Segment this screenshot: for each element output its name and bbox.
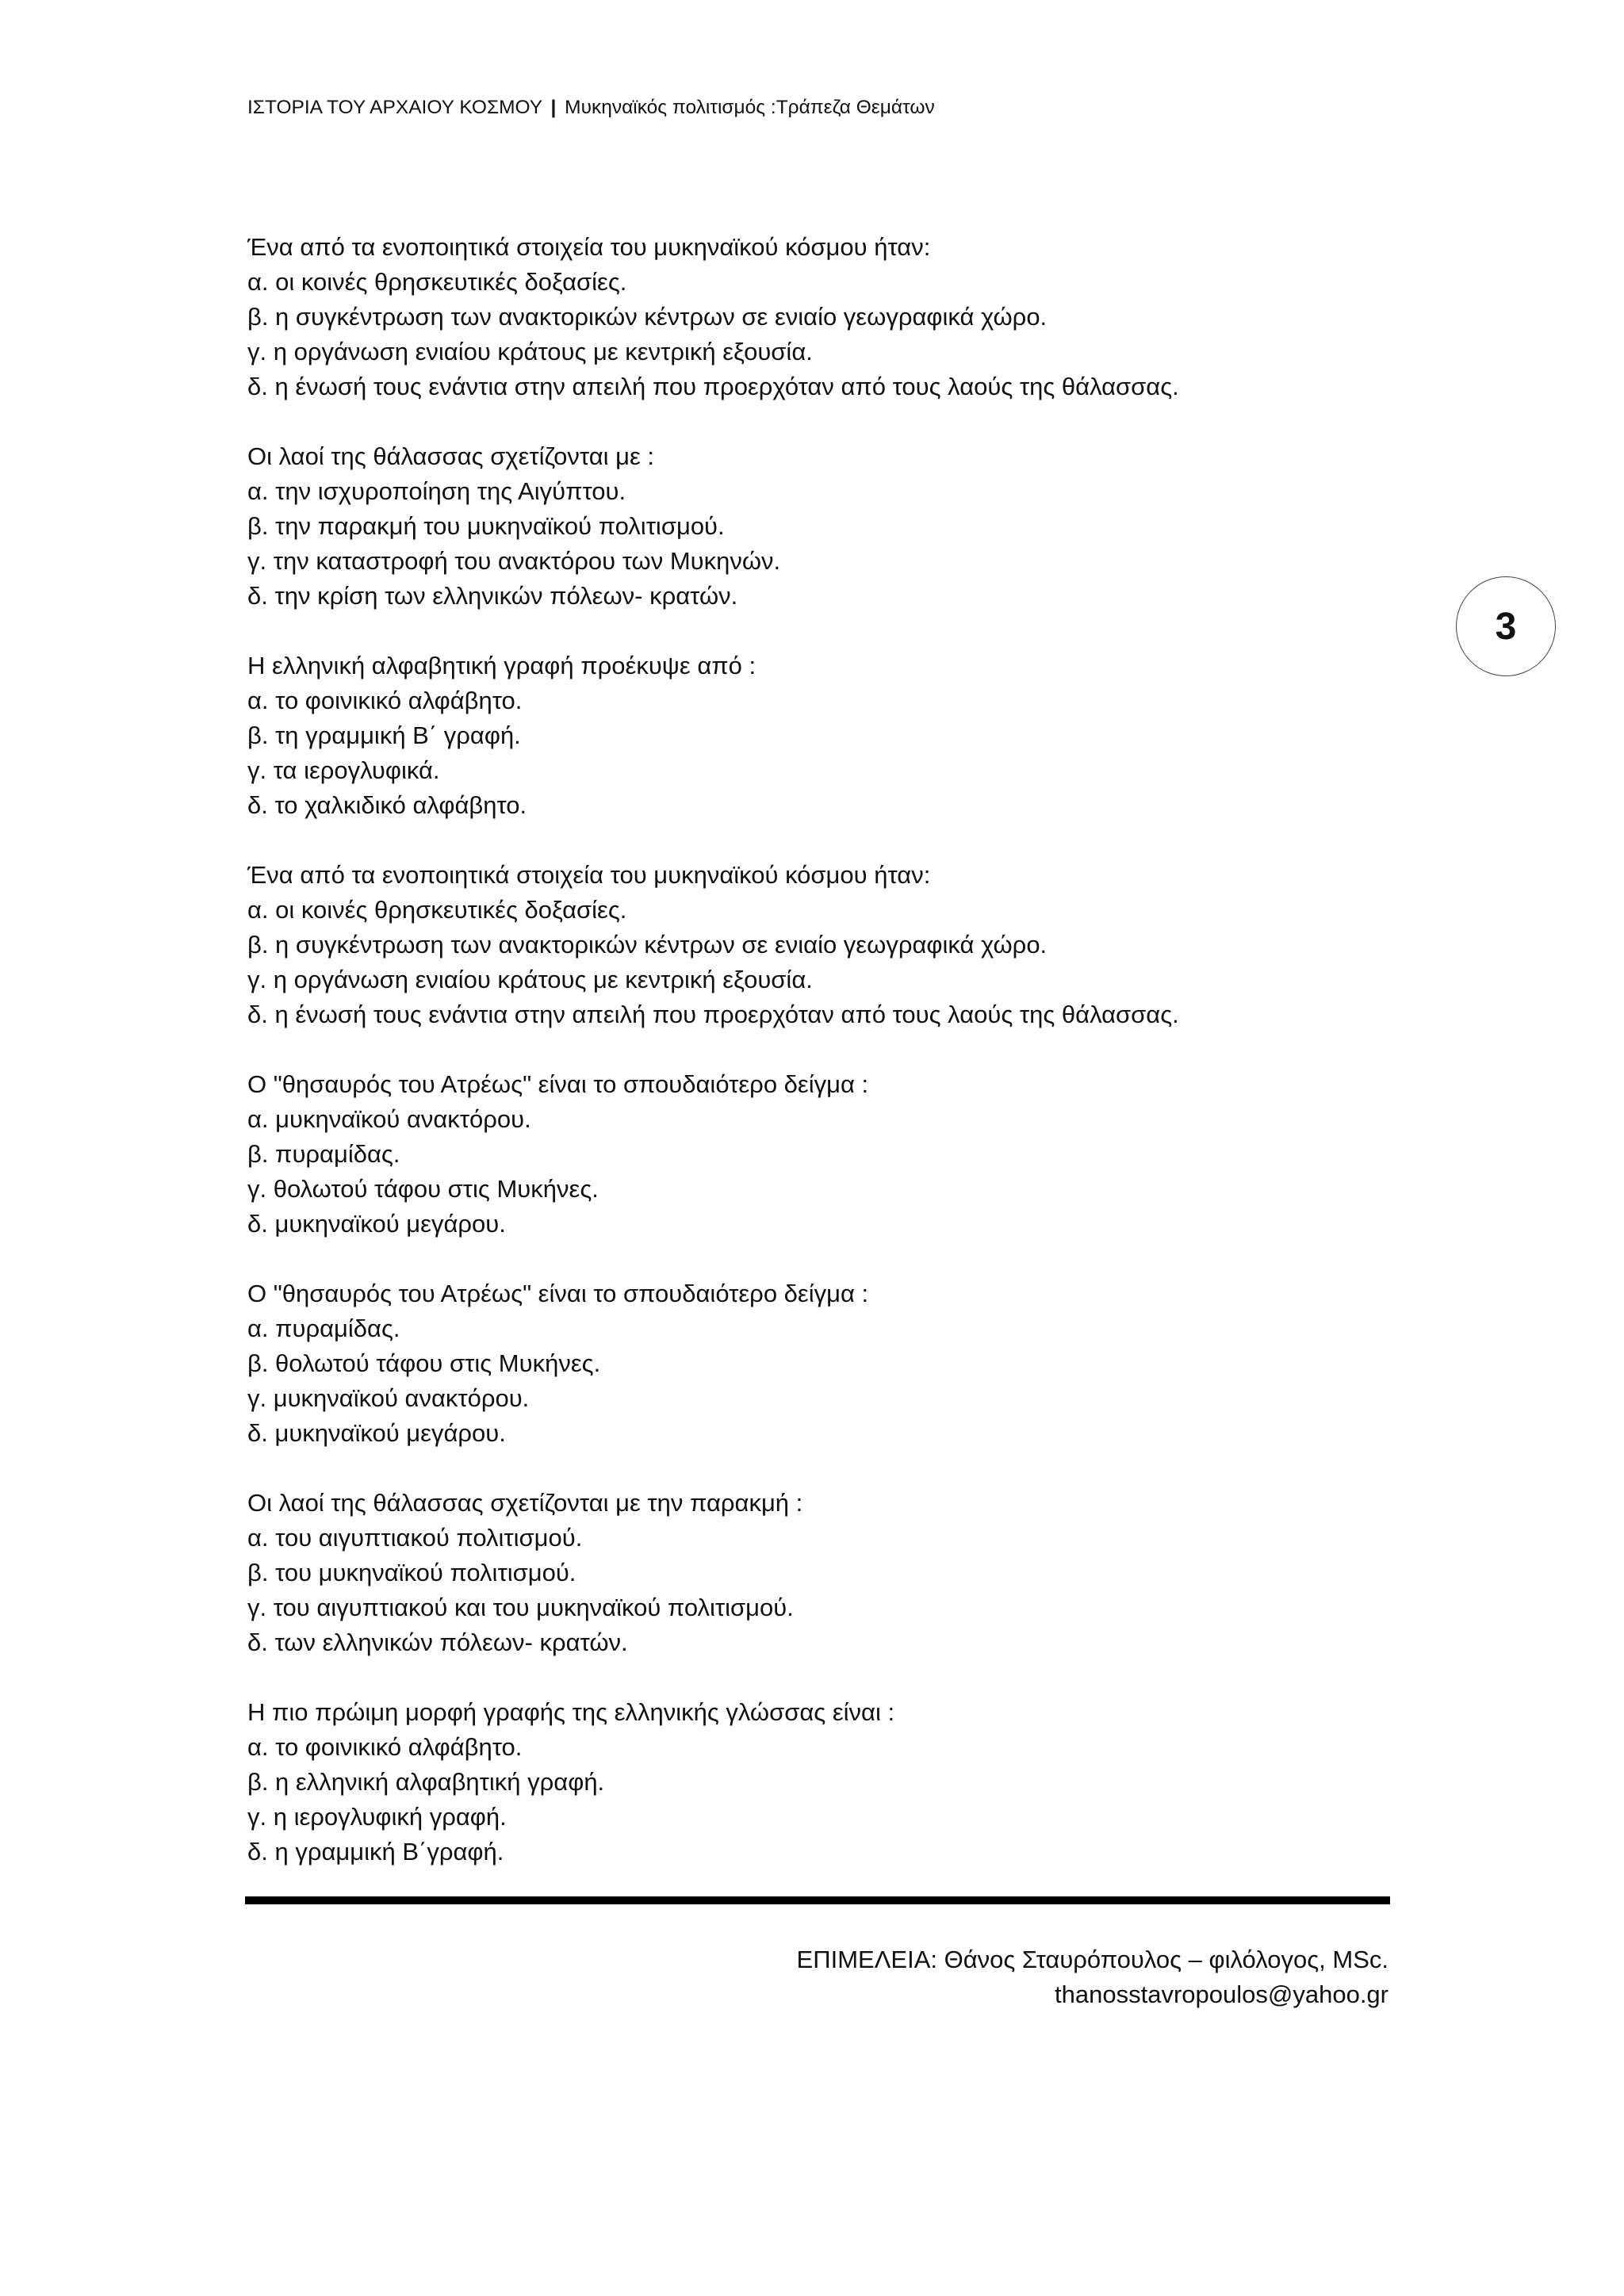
answer-option: α. οι κοινές θρησκευτικές δοξασίες. [247, 268, 627, 296]
page-number-badge [1456, 576, 1556, 676]
answer-option: γ. θολωτού τάφου στις Μυκήνες. [247, 1175, 599, 1203]
answer-option: δ. την κρίση των ελληνικών πόλεων- κρατών. [247, 582, 738, 610]
footer-editor: ΕΠΙΜΕΛΕΙΑ: Θάνος Σταυρόπουλος – φιλόλογος, MSc. [796, 1946, 1388, 1973]
answer-option: β. του μυκηναϊκού πολιτισμού. [247, 1559, 576, 1586]
answer-option: α. την ισχυροποίηση της Αιγύπτου. [247, 477, 626, 505]
answer-option: α. μυκηναϊκού ανακτόρου. [247, 1105, 531, 1133]
question-block [247, 230, 1389, 404]
answer-option: β. την παρακμή του μυκηναϊκού πολιτισμού. [247, 512, 725, 540]
question-stem: Ο "θησαυρός του Ατρέως" είναι το σπουδαιότερο δείγμα : [247, 1280, 869, 1307]
question-block [247, 858, 1389, 1032]
question-block [247, 1067, 1389, 1242]
question-stem: Η ελληνική αλφαβητική γραφή προέκυψε από : [247, 652, 756, 679]
question-stem: Ένα από τα ενοποιητικά στοιχεία του μυκηναϊκού κόσμου ήταν: [247, 861, 931, 889]
question-stem: Η πιο πρώιμη μορφή γραφής της ελληνικής γλώσσας είναι : [247, 1698, 895, 1726]
page-header [247, 97, 935, 119]
question-stem: Οι λαοί της θάλασσας σχετίζονται με : [247, 442, 655, 470]
answer-option: α. το φοινικικό αλφάβητο. [247, 687, 523, 714]
footer-email: thanosstavropoulos@yahoo.gr [1055, 1980, 1388, 2008]
answer-option: β. πυραμίδας. [247, 1140, 400, 1168]
answer-option: γ. του αιγυπτιακού και του μυκηναϊκού πολιτισμού. [247, 1594, 794, 1621]
answer-option: β. η συγκέντρωση των ανακτορικών κέντρων σε ενιαίο γεωγραφικά χώρο. [247, 931, 1048, 959]
question-stem: Οι λαοί της θάλασσας σχετίζονται με την παρακμή : [247, 1489, 803, 1517]
answer-option: γ. η ιερογλυφική γραφή. [247, 1803, 507, 1831]
answer-option: β. η συγκέντρωση των ανακτορικών κέντρων σε ενιαίο γεωγραφικά χώρο. [247, 303, 1048, 331]
answer-option: δ. η ένωσή τους ενάντια στην απειλή που προερχόταν από τους λαούς της θάλασσας. [247, 1001, 1179, 1028]
page-number: 3 [1495, 605, 1517, 648]
answer-option: α. το φοινικικό αλφάβητο. [247, 1733, 523, 1761]
question-list [247, 230, 1389, 1904]
answer-option: δ. η ένωσή τους ενάντια στην απειλή που προερχόταν από τους λαούς της θάλασσας. [247, 373, 1179, 400]
answer-option: γ. την καταστροφή του ανακτόρου των Μυκηνών. [247, 547, 781, 575]
answer-option: δ. το χαλκιδικό αλφάβητο. [247, 791, 527, 819]
answer-option: β. τη γραμμική Β΄ γραφή. [247, 721, 521, 749]
answer-option: α. πυραμίδας. [247, 1314, 400, 1342]
answer-option: α. του αιγυπτιακού πολιτισμού. [247, 1524, 583, 1552]
question-block [247, 1695, 1389, 1869]
answer-option: β. η ελληνική αλφαβητική γραφή. [247, 1768, 605, 1796]
question-stem: Ένα από τα ενοποιητικά στοιχεία του μυκηναϊκού κόσμου ήταν: [247, 233, 931, 261]
footer-divider [245, 1896, 1390, 1904]
question-stem: Ο "θησαυρός του Ατρέως" είναι το σπουδαιότερο δείγμα : [247, 1070, 869, 1098]
answer-option: δ. μυκηναϊκού μεγάρου. [247, 1210, 506, 1238]
header-subtitle: Μυκηναϊκός πολιτισμός :Τράπεζα Θεμάτων [565, 97, 935, 118]
answer-option: δ. μυκηναϊκού μεγάρου. [247, 1419, 506, 1447]
question-block [247, 1276, 1389, 1451]
answer-option: γ. η οργάνωση ενιαίου κράτους με κεντρική εξουσία. [247, 338, 813, 365]
answer-option: β. θολωτού τάφου στις Μυκήνες. [247, 1349, 601, 1377]
question-block [247, 1486, 1389, 1660]
answer-option: γ. η οργάνωση ενιαίου κράτους με κεντρική εξουσία. [247, 966, 813, 993]
question-block [247, 649, 1389, 823]
page-footer [797, 1942, 1388, 2012]
answer-option: δ. η γραμμική Β΄γραφή. [247, 1838, 504, 1866]
answer-option: δ. των ελληνικών πόλεων- κρατών. [247, 1628, 628, 1656]
answer-option: α. οι κοινές θρησκευτικές δοξασίες. [247, 896, 627, 924]
answer-option: γ. μυκηναϊκού ανακτόρου. [247, 1384, 530, 1412]
header-separator: | [550, 97, 557, 118]
question-block [247, 439, 1389, 614]
header-title: ΙΣΤΟΡΙΑ ΤΟΥ ΑΡΧΑΙΟΥ ΚΟΣΜΟΥ [247, 97, 542, 118]
answer-option: γ. τα ιερογλυφικά. [247, 756, 440, 784]
